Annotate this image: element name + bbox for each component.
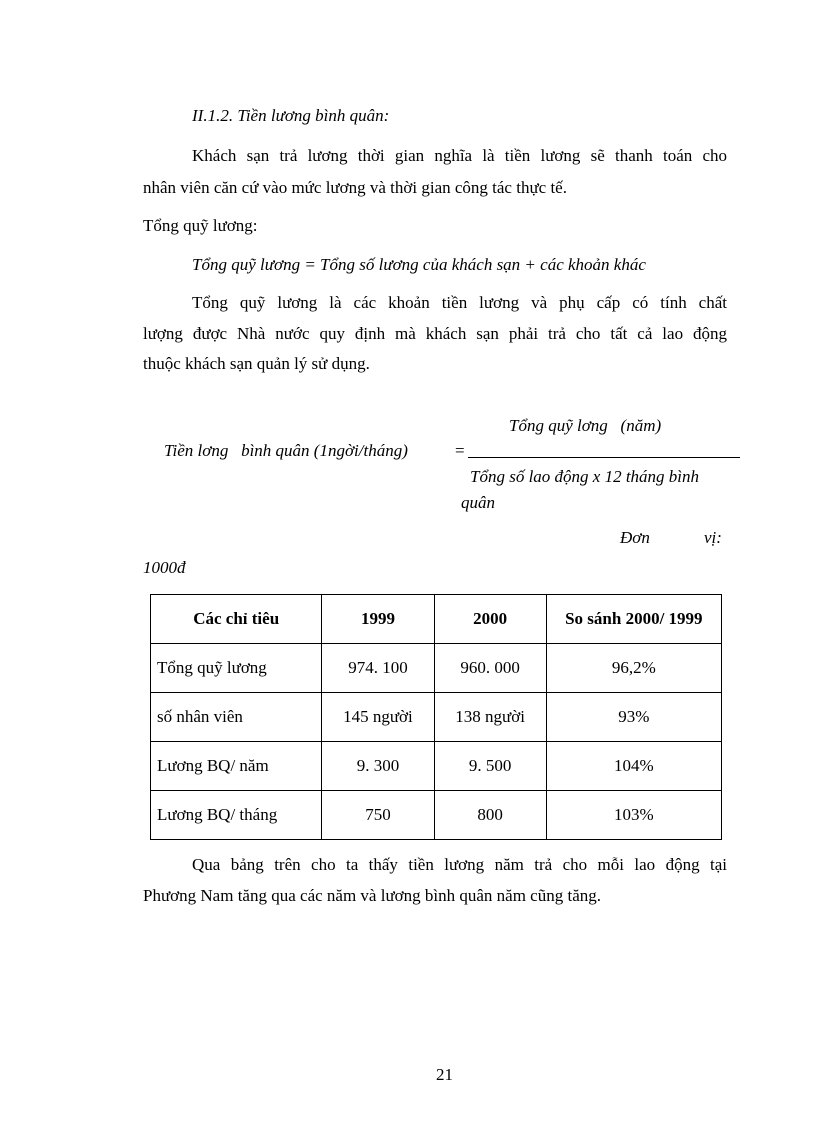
header-comparison: So sánh 2000/ 1999 <box>546 595 721 644</box>
paragraph-2-line-3: thuộc khách sạn quản lý sử dụng. <box>143 354 370 373</box>
row-label: Tổng quỹ lương <box>151 644 322 693</box>
cell-comparison: 96,2% <box>546 644 721 693</box>
avg-formula-lhs: Tiền lơng bình quân (1ngời/tháng) <box>164 441 408 460</box>
fraction-bar <box>468 457 740 458</box>
cell-2000: 960. 000 <box>434 644 546 693</box>
paragraph-1-line-2: nhân viên căn cứ vào mức lương và thời gian công tác thực tế. <box>143 178 567 197</box>
table-row <box>151 791 722 840</box>
unit-label-part3: 1000đ <box>143 558 186 577</box>
section-heading: II.1.2. Tiền lương bình quân: <box>192 106 390 125</box>
table-header-row <box>151 595 722 644</box>
cell-comparison: 93% <box>546 693 721 742</box>
paragraph-2-line-1: Tổng quỹ lương là các khoản tiền lương và phụ cấp có tính chất <box>192 293 727 312</box>
conclusion-line-2: Phương Nam tăng qua các năm và lương bình quân năm cũng tăng. <box>143 886 601 905</box>
unit-label-part1: Đơn <box>620 528 650 547</box>
table-row <box>151 644 722 693</box>
row-label: số nhân viên <box>151 693 322 742</box>
header-indicators: Các chỉ tiêu <box>151 595 322 644</box>
page-number: 21 <box>436 1065 453 1084</box>
cell-1999: 750 <box>322 791 434 840</box>
avg-formula-denominator-line-1: Tổng số lao động x 12 tháng bình <box>470 467 700 486</box>
cell-1999: 9. 300 <box>322 742 434 791</box>
header-2000: 2000 <box>434 595 546 644</box>
avg-formula-equals: = <box>455 441 465 460</box>
cell-comparison: 104% <box>546 742 721 791</box>
table-row <box>151 693 722 742</box>
cell-2000: 800 <box>434 791 546 840</box>
unit-label-part2: vị: <box>704 528 722 547</box>
cell-2000: 9. 500 <box>434 742 546 791</box>
cell-1999: 974. 100 <box>322 644 434 693</box>
paragraph-2-line-2: lượng được Nhà nước quy định mà khách sạn phải trả cho tất cả lao động <box>143 324 727 343</box>
cell-1999: 145 người <box>322 693 434 742</box>
paragraph-1-line-1: Khách sạn trả lương thời gian nghĩa là tiền lương sẽ thanh toán cho <box>192 146 727 165</box>
fund-label: Tổng quỹ lương: <box>143 216 258 235</box>
table-row <box>151 742 722 791</box>
conclusion-line-1: Qua bảng trên cho ta thấy tiền lương năm trả cho mỗi lao động tại <box>192 855 727 874</box>
avg-formula-numerator: Tổng quỹ lơng (năm) <box>509 416 662 435</box>
fund-formula: Tổng quỹ lương = Tổng số lương của khách sạn + các khoản khác <box>192 255 646 274</box>
row-label: Lương BQ/ năm <box>151 742 322 791</box>
header-1999: 1999 <box>322 595 434 644</box>
cell-2000: 138 người <box>434 693 546 742</box>
cell-comparison: 103% <box>546 791 721 840</box>
row-label: Lương BQ/ tháng <box>151 791 322 840</box>
avg-formula-denominator-line-2: quân <box>461 493 495 512</box>
salary-table <box>150 594 722 840</box>
